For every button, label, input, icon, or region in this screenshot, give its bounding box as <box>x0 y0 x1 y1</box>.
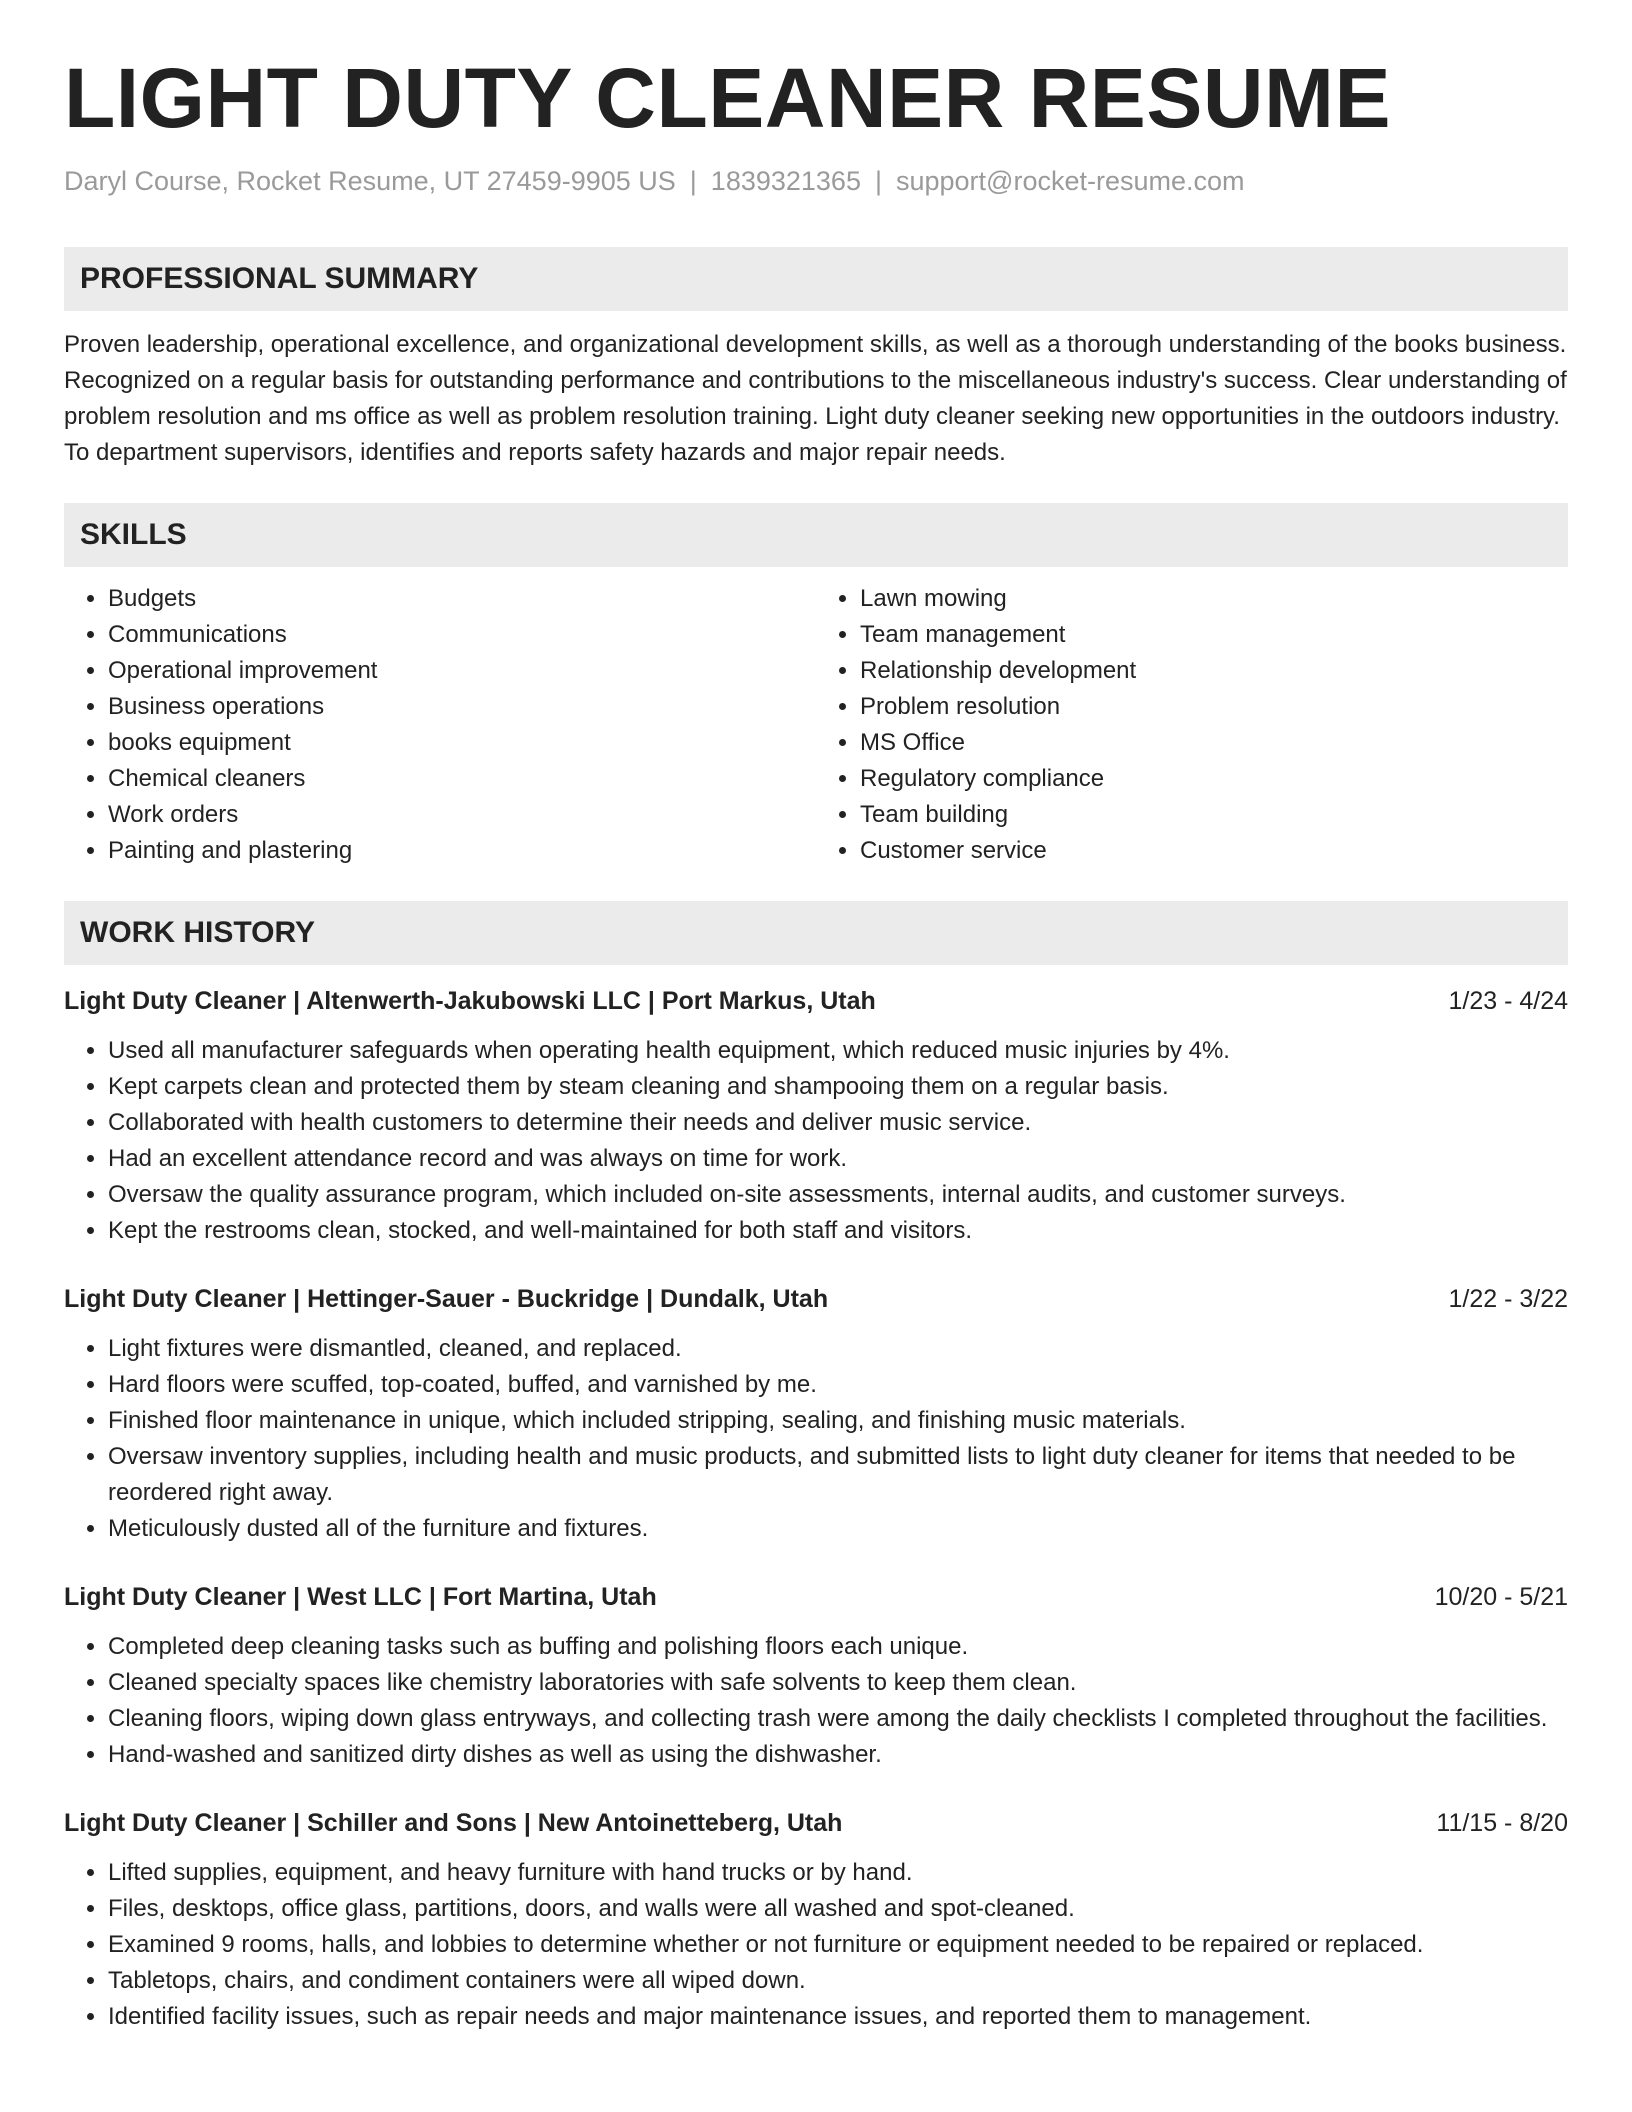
skill-item: • Work orders <box>108 797 816 833</box>
skills-heading: SKILLS <box>64 503 1568 567</box>
job-bullet: • Collaborated with health customers to determine their needs and deliver music service. <box>108 1105 1568 1141</box>
skill-item: • Business operations <box>108 689 816 725</box>
contact-phone: 1839321365 <box>710 165 861 196</box>
job-header <box>64 1281 1568 1317</box>
skill-item: • Relationship development <box>860 653 1568 689</box>
job-entry <box>64 1805 1568 2035</box>
job-title: Light Duty Cleaner | Hettinger-Sauer - Buckridge | Dundalk, Utah <box>64 1284 829 1313</box>
job-bullet: • Completed deep cleaning tasks such as buffing and polishing floors each unique. <box>108 1629 1568 1665</box>
skill-item: • Problem resolution <box>860 689 1568 725</box>
contact-separator: | <box>874 165 882 196</box>
job-bullet: • Hand-washed and sanitized dirty dishes as well as using the dishwasher. <box>108 1737 1568 1773</box>
skills-right-column <box>816 581 1568 869</box>
job-dates: 1/22 - 3/22 <box>1448 1284 1568 1313</box>
job-bullet: • Lifted supplies, equipment, and heavy furniture with hand trucks or by hand. <box>108 1855 1568 1891</box>
contact-email: support@rocket-resume.com <box>895 165 1245 196</box>
skills-list <box>64 581 1568 869</box>
work-history-list <box>64 983 1568 2035</box>
job-bullet: • Had an excellent attendance record and was always on time for work. <box>108 1141 1568 1177</box>
job-bullet: • Kept the restrooms clean, stocked, and well-maintained for both staff and visitors. <box>108 1213 1568 1249</box>
job-dates: 1/23 - 4/24 <box>1448 986 1568 1015</box>
work-history-heading: WORK HISTORY <box>64 901 1568 965</box>
contact-address: Daryl Course, Rocket Resume, UT 27459-9905 US <box>64 165 676 196</box>
job-bullet: • Examined 9 rooms, halls, and lobbies to determine whether or not furniture or equipment needed to be repaired or replaced. <box>108 1927 1568 1963</box>
job-dates: 11/15 - 8/20 <box>1436 1808 1568 1837</box>
job-title: Light Duty Cleaner | Schiller and Sons | New Antoinetteberg, Utah <box>64 1808 843 1837</box>
resume-title: LIGHT DUTY CLEANER RESUME <box>64 51 1392 145</box>
job-bullet: • Oversaw the quality assurance program, which included on-site assessments, internal audits, and customer surveys. <box>108 1177 1568 1213</box>
job-bullet: • Cleaned specialty spaces like chemistry laboratories with safe solvents to keep them clean. <box>108 1665 1568 1701</box>
job-bullet: • Finished floor maintenance in unique, which included stripping, sealing, and finishing music materials. <box>108 1403 1568 1439</box>
job-bullet: • Oversaw inventory supplies, including health and music products, and submitted lists to light duty cleaner for items that needed to be reordered right away. <box>108 1439 1568 1511</box>
skill-item: • Chemical cleaners <box>108 761 816 797</box>
job-entry <box>64 1579 1568 1773</box>
skill-item: • Team building <box>860 797 1568 833</box>
job-bullet: • Identified facility issues, such as repair needs and major maintenance issues, and reported them to management. <box>108 1999 1568 2035</box>
contact-line <box>64 165 1568 197</box>
job-bullet: • Cleaning floors, wiping down glass entryways, and collecting trash were among the daily checklists I completed throughout the facilities. <box>108 1701 1568 1737</box>
job-title: Light Duty Cleaner | Altenwerth-Jakubowski LLC | Port Markus, Utah <box>64 986 876 1015</box>
skill-item: • Customer service <box>860 833 1568 869</box>
skill-item: • Budgets <box>108 581 816 617</box>
job-bullet: • Hard floors were scuffed, top-coated, buffed, and varnished by me. <box>108 1367 1568 1403</box>
job-bullets <box>64 1855 1568 2035</box>
skills-left-column <box>64 581 816 869</box>
job-bullet: • Light fixtures were dismantled, cleaned, and replaced. <box>108 1331 1568 1367</box>
job-bullet: • Files, desktops, office glass, partitions, doors, and walls were all washed and spot-cleaned. <box>108 1891 1568 1927</box>
contact-separator: | <box>689 165 697 196</box>
skill-item: • Regulatory compliance <box>860 761 1568 797</box>
job-header <box>64 983 1568 1019</box>
job-dates: 10/20 - 5/21 <box>1434 1582 1568 1611</box>
summary-text: Proven leadership, operational excellence, and organizational development skills, as well as a thorough understanding of the books business. Recognized on a regular basis for outstanding performance and contributions to the miscellaneous industry's success. Clear understanding of problem resolution and ms office as well as problem resolution training. Light duty cleaner seeking new opportunities in the outdoors industry. To department supervisors, identifies and reports safety hazards and major repair needs. <box>64 330 1567 466</box>
job-bullet: • Meticulously dusted all of the furniture and fixtures. <box>108 1511 1568 1547</box>
job-bullet: • Used all manufacturer safeguards when operating health equipment, which reduced music injuries by 4%. <box>108 1033 1568 1069</box>
job-entry <box>64 1281 1568 1547</box>
job-title: Light Duty Cleaner | West LLC | Fort Martina, Utah <box>64 1582 657 1611</box>
job-bullets <box>64 1629 1568 1773</box>
skill-item: • MS Office <box>860 725 1568 761</box>
job-bullet: • Kept carpets clean and protected them by steam cleaning and shampooing them on a regular basis. <box>108 1069 1568 1105</box>
skill-item: • Communications <box>108 617 816 653</box>
job-bullet: • Tabletops, chairs, and condiment containers were all wiped down. <box>108 1963 1568 1999</box>
job-header <box>64 1805 1568 1841</box>
skill-item: • books equipment <box>108 725 816 761</box>
skill-item: • Lawn mowing <box>860 581 1568 617</box>
job-entry <box>64 983 1568 1249</box>
skill-item: • Painting and plastering <box>108 833 816 869</box>
job-bullets <box>64 1033 1568 1249</box>
job-header <box>64 1579 1568 1615</box>
skill-item: • Team management <box>860 617 1568 653</box>
job-bullets <box>64 1331 1568 1547</box>
skill-item: • Operational improvement <box>108 653 816 689</box>
summary-heading: PROFESSIONAL SUMMARY <box>64 247 1568 311</box>
